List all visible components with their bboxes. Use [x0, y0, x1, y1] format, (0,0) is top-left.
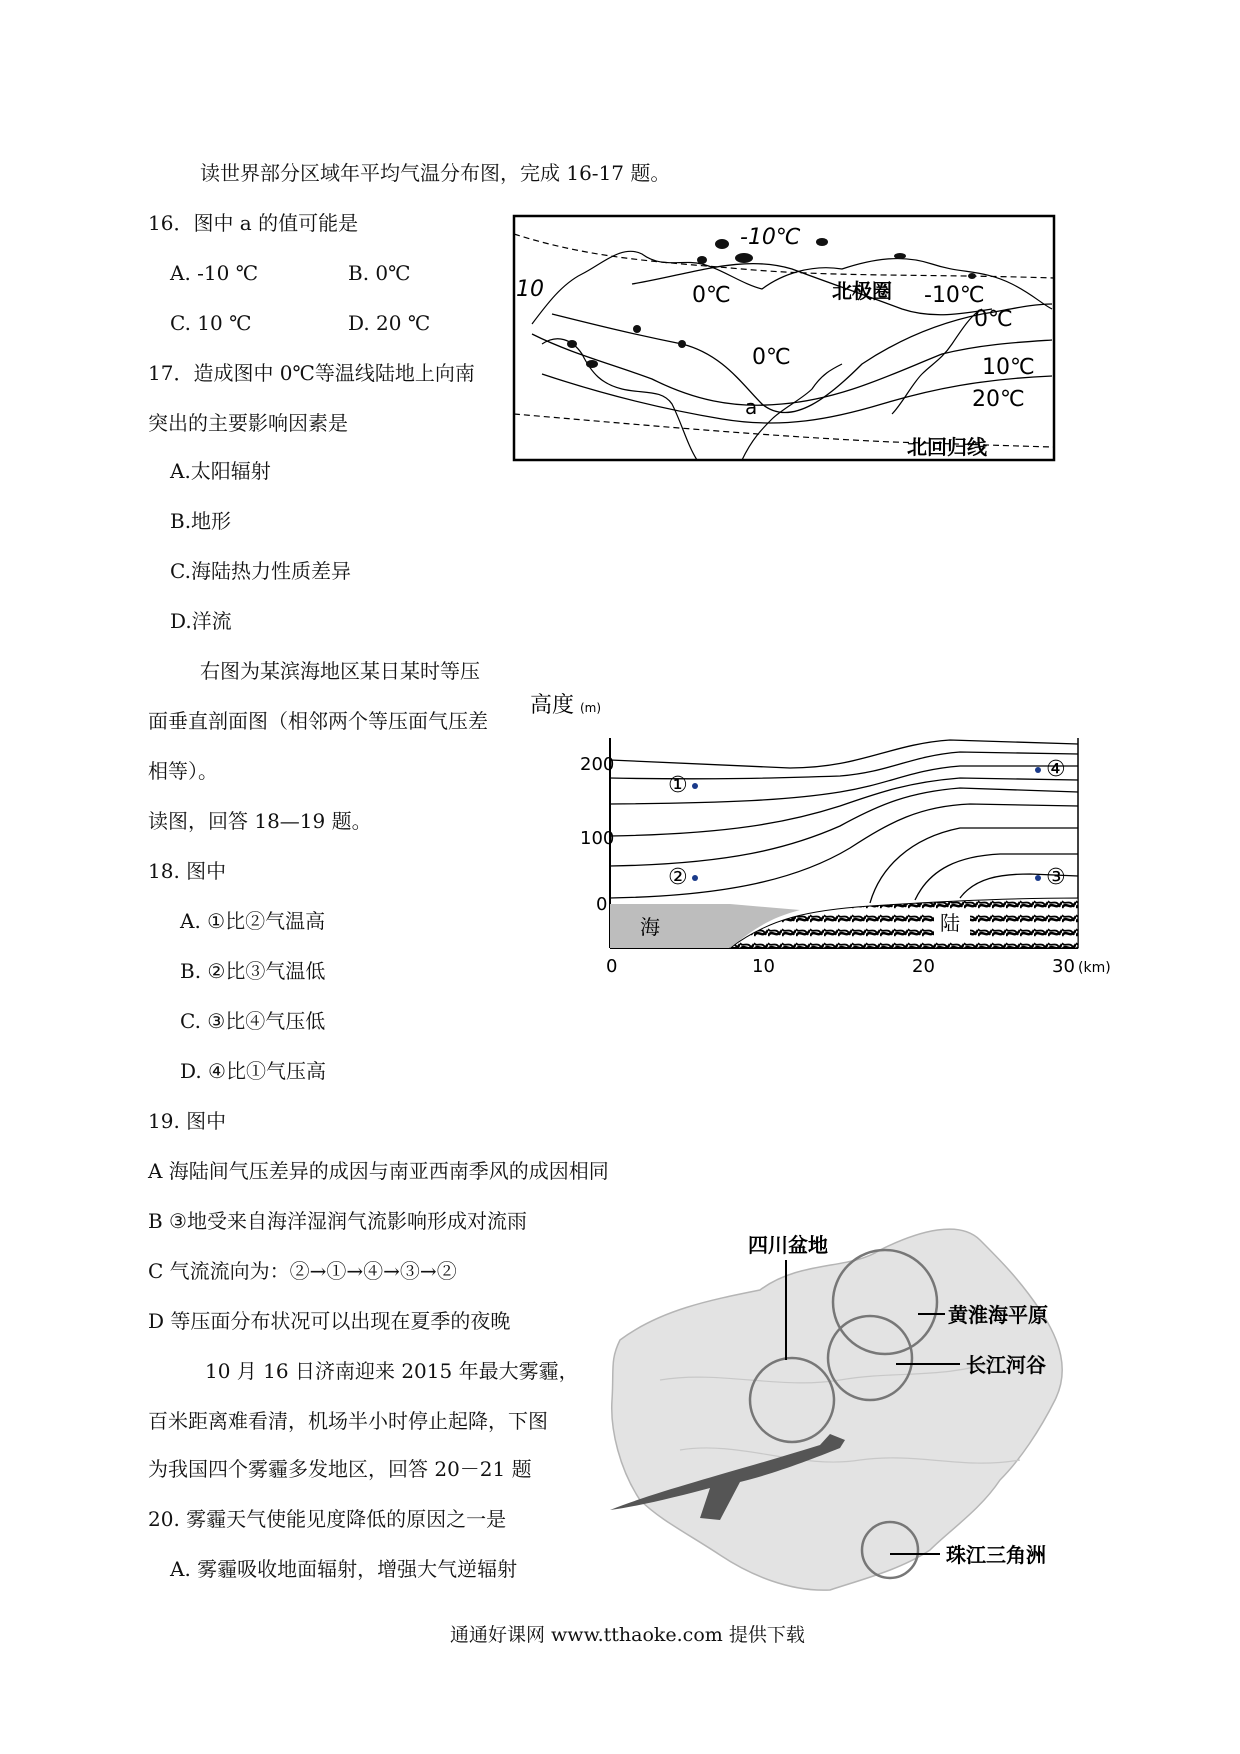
footer: 通通好课网 www.tthaoke.com 提供下载	[450, 1624, 805, 1646]
label-0-north: 0℃	[692, 283, 731, 308]
intro-18-19-line2: 面垂直剖面图（相邻两个等压面气压差	[148, 709, 488, 733]
island-6	[586, 360, 598, 368]
point-2-dot	[692, 875, 698, 881]
label-sichuan: 四川盆地	[748, 1233, 828, 1257]
label-a: a	[745, 395, 758, 419]
y-axis-unit: (m)	[580, 701, 602, 715]
q19-option-b: B ③地受来自海洋湿润气流影响形成对流雨	[148, 1209, 527, 1233]
y-tick-100: 100	[580, 828, 615, 849]
island-3	[816, 238, 828, 246]
x-tick-10: 10	[752, 956, 775, 977]
q17-option-c: C.海陆热力性质差异	[170, 559, 351, 583]
q18-option-d: D. ④比①气压高	[180, 1059, 326, 1083]
land-label: 陆	[940, 911, 960, 935]
point-3-dot	[1035, 875, 1041, 881]
point-4-label: ④	[1046, 757, 1066, 782]
q19-option-c: C 气流流向为：②→①→④→③→②	[148, 1259, 457, 1283]
island-5	[567, 340, 577, 348]
intro-16-17: 读世界部分区域年平均气温分布图，完成 16-17 题。	[200, 161, 671, 185]
point-1-label: ①	[668, 773, 688, 798]
intro-18-19-line4: 读图，回答 18—19 题。	[148, 809, 372, 833]
q16-option-a: A. -10 ℃	[170, 261, 259, 285]
isobar-section	[530, 688, 1115, 984]
point-4-dot	[1035, 767, 1041, 773]
label-arctic-circle: 北极圈	[832, 279, 892, 303]
point-2-label: ②	[668, 865, 688, 890]
map-frame	[514, 216, 1054, 460]
island-4	[697, 256, 707, 264]
x-unit: (km)	[1078, 960, 1111, 976]
land-area	[730, 898, 1078, 948]
x-tick-20: 20	[912, 956, 935, 977]
q16-option-b: B. 0℃	[348, 261, 411, 285]
q19-option-d: D 等压面分布状况可以出现在夏季的夜晚	[148, 1309, 511, 1333]
isotherm-map-svg	[512, 214, 1058, 466]
q17-option-b: B.地形	[170, 509, 232, 533]
sea-label: 海	[640, 915, 660, 939]
label-huanghuai: 黄淮海平原	[948, 1303, 1048, 1327]
q20-option-a: A. 雾霾吸收地面辐射，增强大气逆辐射	[170, 1557, 518, 1581]
y-tick-0: 0	[596, 894, 608, 915]
china-haze-map	[600, 1220, 1080, 1600]
q17-stem-2: 突出的主要影响因素是	[148, 411, 348, 435]
q18-option-b: B. ②比③气温低	[180, 959, 326, 983]
intro-18-19-line3: 相等）。	[148, 759, 218, 783]
label-20-right: 20℃	[972, 387, 1025, 412]
label-minus10-top: -10℃	[740, 225, 801, 250]
isobar-1	[610, 740, 1078, 768]
q16-option-c: C. 10 ℃	[170, 311, 252, 335]
y-tick-200: 200	[580, 754, 615, 775]
label-changjiang: 长江河谷	[966, 1353, 1046, 1377]
q19-stem: 19. 图中	[148, 1109, 227, 1133]
q16-option-d: D. 20 ℃	[348, 311, 431, 335]
x-tick-30: 30	[1052, 956, 1075, 977]
y-axis-label: 高度	[530, 693, 575, 718]
island-7	[633, 325, 641, 333]
label-10-left: 10	[516, 277, 544, 302]
label-10-right: 10℃	[982, 355, 1035, 380]
label-tropic: 北回归线	[907, 435, 987, 459]
q17-option-a: A.太阳辐射	[170, 459, 271, 483]
island-9	[968, 273, 976, 279]
china-haze-map-svg	[600, 1220, 1080, 1600]
island-10	[678, 340, 686, 348]
q20-stem: 20. 雾霾天气使能见度降低的原因之一是	[148, 1507, 507, 1531]
x-tick-0: 0	[606, 956, 618, 977]
label-zhujiang: 珠江三角洲	[946, 1543, 1046, 1567]
intro-20-21-line2: 百米距离难看清，机场半小时停止起降，下图	[148, 1409, 548, 1433]
intro-18-19-line1: 右图为某滨海地区某日某时等压	[200, 659, 480, 683]
intro-20-21-line3: 为我国四个雾霾多发地区，回答 20－21 题	[148, 1457, 532, 1481]
intro-20-21-line1: 10 月 16 日济南迎来 2015 年最大雾霾，	[205, 1359, 579, 1383]
isotherm-map	[512, 214, 1058, 466]
sea-area	[610, 904, 730, 948]
point-3-label: ③	[1046, 865, 1066, 890]
q19-option-a: A 海陆间气压差异的成因与南亚西南季风的成因相同	[148, 1159, 609, 1183]
q17-option-d: D.洋流	[170, 609, 232, 633]
q17-stem-1: 17．造成图中 0℃等温线陆地上向南	[148, 361, 475, 385]
q18-option-c: C. ③比④气压低	[180, 1009, 326, 1033]
isobar-section-svg	[530, 688, 1115, 984]
label-0-center: 0℃	[752, 345, 791, 370]
label-0-right: 0℃	[974, 307, 1013, 332]
label-minus10-right: -10℃	[924, 283, 985, 308]
island-8	[894, 253, 906, 259]
q18-option-a: A. ①比②气温高	[180, 909, 326, 933]
island-2	[735, 253, 753, 263]
island-1	[715, 239, 729, 249]
point-1-dot	[692, 783, 698, 789]
q18-stem: 18. 图中	[148, 859, 227, 883]
q16-stem: 16．图中 a 的值可能是	[148, 211, 359, 235]
